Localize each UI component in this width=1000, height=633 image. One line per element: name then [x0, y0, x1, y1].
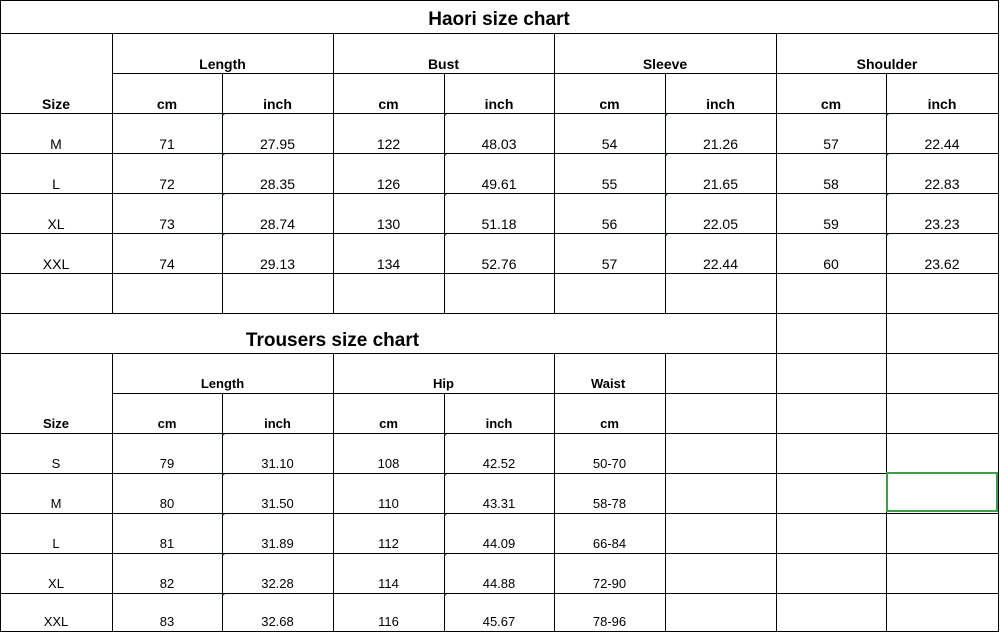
trousers-size-header: Size	[42, 416, 69, 431]
haori-chart-title: Haori size chart	[428, 9, 570, 30]
grid-line	[886, 313, 887, 354]
haori-size-cell: XL	[47, 216, 65, 232]
grid-line	[0, 193, 999, 194]
haori-value-cell: 58	[823, 176, 839, 192]
haori-value-cell: 23.62	[886, 233, 998, 273]
grid-line	[0, 513, 999, 514]
trousers-value-cell: 81	[159, 536, 175, 551]
grid-line	[0, 313, 999, 314]
trousers-value-cell: 66-84	[592, 536, 627, 551]
grid-line	[0, 153, 999, 154]
grid-line	[0, 233, 999, 234]
haori-group-header: Bust	[427, 56, 460, 72]
grid-line	[776, 33, 777, 314]
grid-line	[886, 73, 887, 314]
grid-line	[112, 33, 113, 314]
grid-line	[444, 73, 445, 314]
haori-value-cell: 27.95	[222, 113, 333, 153]
haori-unit-header: inch	[927, 96, 957, 112]
grid-line	[0, 553, 999, 554]
grid-line	[0, 113, 999, 114]
haori-unit-header: inch	[484, 96, 514, 112]
trousers-group-header: Hip	[433, 376, 454, 391]
haori-unit-header: cm	[599, 96, 620, 112]
haori-value-cell: 72	[159, 176, 175, 192]
haori-value-cell: 49.61	[444, 153, 554, 193]
trousers-value-cell: 44.09	[444, 513, 554, 553]
trousers-value-cell: 42.52	[444, 433, 554, 473]
trousers-value-cell: 108	[377, 456, 400, 471]
selected-cell[interactable]	[886, 472, 998, 512]
trousers-value-cell: 44.88	[444, 553, 554, 593]
trousers-value-cell: 112	[378, 536, 399, 551]
haori-value-cell: 57	[823, 136, 839, 152]
trousers-value-cell: 32.68	[222, 593, 333, 631]
haori-value-cell: 130	[376, 216, 401, 232]
trousers-value-cell: 31.50	[222, 473, 333, 513]
trousers-value-cell: 82	[159, 576, 175, 591]
trousers-value-cell: 79	[159, 456, 175, 471]
haori-unit-header: inch	[706, 96, 735, 112]
grid-line	[0, 593, 999, 594]
haori-value-cell: 56	[601, 216, 618, 232]
trousers-unit-header: cm	[157, 416, 177, 431]
trousers-value-cell: 58-78	[592, 496, 627, 511]
trousers-value-cell: 45.67	[444, 593, 554, 631]
trousers-value-cell: 32.28	[222, 553, 333, 593]
haori-group-header: Sleeve	[642, 56, 688, 72]
haori-value-cell: 52.76	[444, 233, 554, 273]
grid-line	[112, 353, 113, 632]
haori-value-cell: 22.44	[886, 113, 998, 153]
haori-size-cell: XXL	[42, 256, 70, 272]
trousers-value-cell: 31.89	[222, 513, 333, 553]
trousers-value-cell: 78-96	[592, 614, 627, 629]
grid-line	[0, 433, 999, 434]
grid-line	[0, 33, 999, 34]
haori-value-cell: 57	[601, 256, 618, 272]
haori-value-cell: 21.26	[665, 113, 776, 153]
haori-value-cell: 55	[601, 176, 618, 192]
trousers-chart-title: Trousers size chart	[245, 330, 420, 351]
haori-value-cell: 48.03	[444, 113, 554, 153]
grid-line	[333, 353, 334, 632]
grid-line	[444, 393, 445, 632]
grid-line	[776, 353, 777, 632]
haori-size-header: Size	[41, 96, 70, 112]
haori-value-cell: 54	[601, 136, 618, 152]
haori-unit-header: inch	[263, 96, 292, 112]
haori-value-cell: 22.44	[665, 233, 776, 273]
haori-value-cell: 23.23	[886, 193, 998, 233]
haori-value-cell: 59	[823, 216, 839, 232]
haori-value-cell: 28.35	[222, 153, 333, 193]
grid-line	[665, 73, 666, 314]
grid-line	[554, 353, 555, 632]
trousers-value-cell: 116	[378, 614, 399, 629]
trousers-unit-header: inch	[264, 416, 291, 431]
haori-value-cell: 126	[376, 176, 401, 192]
haori-value-cell: 73	[159, 216, 175, 232]
trousers-unit-header: cm	[600, 416, 619, 431]
grid-line	[0, 473, 999, 474]
grid-line	[776, 313, 777, 354]
trousers-value-cell: 110	[378, 496, 399, 511]
haori-value-cell: 29.13	[222, 233, 333, 273]
grid-line	[112, 393, 999, 394]
grid-line	[0, 0, 999, 1]
haori-unit-header: cm	[156, 96, 178, 112]
grid-line	[0, 273, 999, 274]
haori-value-cell: 122	[376, 136, 401, 152]
trousers-size-cell: L	[52, 536, 60, 551]
haori-value-cell: 60	[823, 256, 839, 272]
grid-line	[0, 353, 999, 354]
haori-value-cell: 21.65	[665, 153, 776, 193]
grid-line	[333, 33, 334, 314]
haori-group-header: Shoulder	[856, 56, 918, 72]
trousers-value-cell: 83	[159, 614, 175, 629]
haori-size-cell: M	[50, 136, 62, 152]
haori-value-cell: 28.74	[222, 193, 333, 233]
trousers-value-cell: 72-90	[592, 576, 627, 591]
haori-value-cell: 22.05	[665, 193, 776, 233]
trousers-size-cell: XXL	[43, 614, 69, 629]
trousers-size-cell: XL	[48, 576, 64, 591]
trousers-unit-header: cm	[379, 416, 398, 431]
trousers-size-cell: S	[51, 456, 61, 471]
grid-line	[222, 73, 223, 314]
haori-unit-header: cm	[820, 96, 842, 112]
trousers-size-cell: M	[50, 496, 62, 511]
haori-value-cell: 74	[159, 256, 175, 272]
trousers-value-cell: 43.31	[444, 473, 554, 513]
trousers-group-header: Waist	[591, 376, 626, 391]
trousers-group-header: Length	[200, 376, 245, 391]
haori-value-cell: 71	[159, 136, 175, 152]
trousers-unit-header: inch	[485, 416, 513, 431]
grid-line	[222, 393, 223, 632]
haori-size-cell: L	[52, 176, 60, 192]
haori-group-header: Length	[199, 56, 246, 72]
haori-unit-header: cm	[378, 96, 399, 112]
trousers-value-cell: 80	[159, 496, 175, 511]
grid-line	[554, 33, 555, 314]
grid-line	[0, 0, 1, 632]
haori-value-cell: 51.18	[444, 193, 554, 233]
haori-value-cell: 134	[376, 256, 401, 272]
grid-line	[998, 0, 999, 632]
haori-value-cell: 22.83	[886, 153, 998, 193]
grid-line	[665, 353, 666, 632]
trousers-value-cell: 114	[378, 576, 399, 591]
trousers-value-cell: 50-70	[592, 456, 627, 471]
grid-line	[112, 73, 999, 74]
trousers-value-cell: 31.10	[222, 433, 333, 473]
grid-line	[0, 631, 999, 632]
